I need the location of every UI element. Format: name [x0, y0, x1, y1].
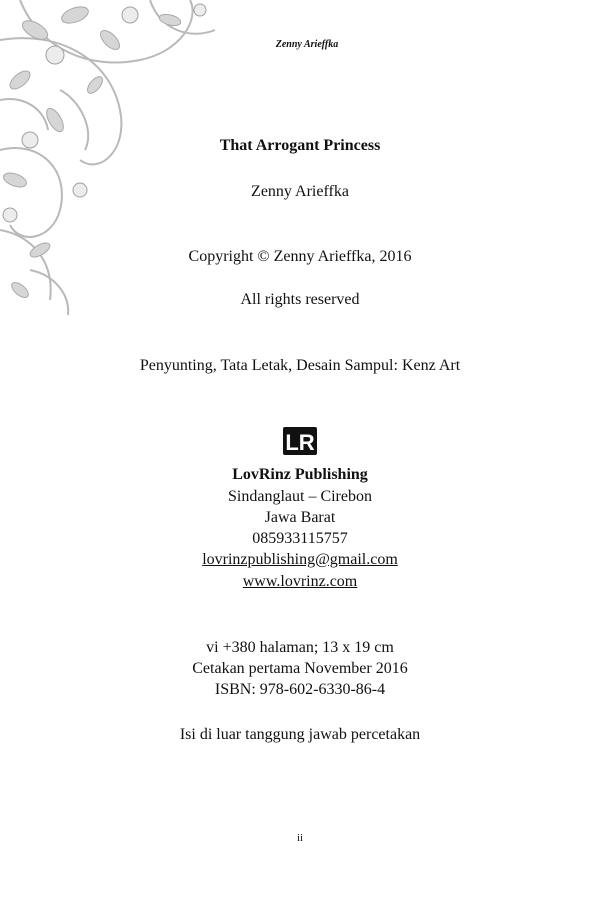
page-count-dimensions: vi +380 halaman; 13 x 19 cm — [206, 639, 394, 656]
publisher-address-line1: Sindanglaut – Cirebon — [228, 488, 372, 505]
credits-line: Penyunting, Tata Letak, Desain Sampul: Kenz Art — [139, 357, 461, 374]
isbn: ISBN: 978-602-6330-86-4 — [214, 681, 386, 698]
rights-notice: All rights reserved — [240, 291, 360, 308]
page-number: ii — [296, 832, 304, 844]
publisher-email-link[interactable]: lovrinzpublishing@gmail.com — [202, 551, 398, 568]
publisher-name: LovRinz Publishing — [232, 466, 368, 483]
book-author: Zenny Arieffka — [251, 183, 349, 200]
edition-info: Cetakan pertama November 2016 — [192, 660, 408, 677]
book-title: That Arrogant Princess — [219, 137, 381, 154]
printing-disclaimer: Isi di luar tanggung jawab percetakan — [179, 726, 421, 743]
publisher-phone: 085933115757 — [252, 530, 348, 547]
lr-logo-icon — [281, 424, 319, 458]
publisher-address-line2: Jawa Barat — [264, 509, 336, 526]
copyright-notice: Copyright © Zenny Arieffka, 2016 — [188, 248, 412, 265]
publisher-website-link[interactable]: www.lovrinz.com — [242, 573, 358, 590]
running-header-author: Zenny Arieffka — [275, 39, 339, 50]
svg-text:LR: LR — [285, 430, 315, 455]
